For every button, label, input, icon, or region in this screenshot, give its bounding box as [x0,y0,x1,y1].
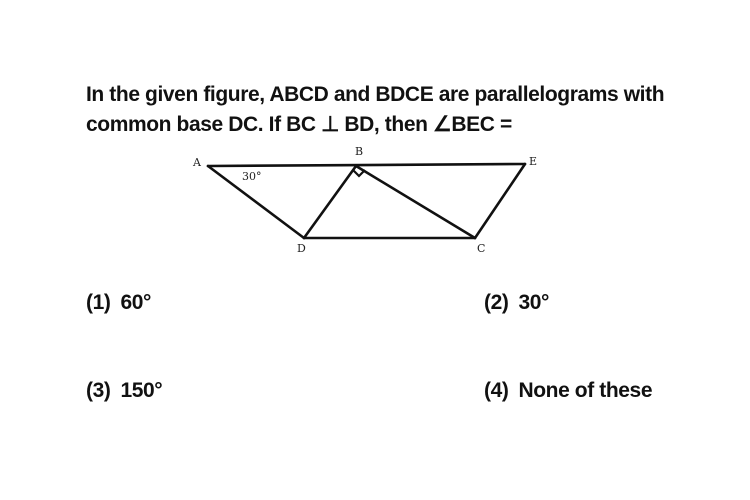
option-1-number: (1) [86,291,111,314]
option-4-text: None of these [518,379,653,402]
right-angle-marker [353,170,365,176]
question-line-2: common base DC. If BC ⊥ BD, then ∠BEC = [86,113,512,136]
option-4-number: (4) [484,379,509,402]
option-1[interactable] [86,291,151,315]
vertex-label-e: E [529,155,538,168]
angle-label: 30° [242,170,262,183]
question-line-1: In the given figure, ABCD and BDCE are parallelograms with [86,83,665,106]
segment-bd [304,166,356,238]
option-2[interactable] [484,291,549,315]
option-2-number: (2) [484,291,509,314]
segment-ec [475,164,525,238]
vertex-label-d: D [297,242,306,255]
segment-bc [356,166,475,238]
vertex-label-a: A [193,156,201,169]
option-3-text: 150° [120,379,163,402]
vertex-label-b: B [355,145,364,158]
segment-ae [208,164,525,166]
option-3-number: (3) [86,379,111,402]
option-1-text: 60° [120,291,152,314]
vertex-label-c: C [477,242,486,255]
option-4[interactable] [484,379,652,403]
option-3[interactable] [86,379,162,403]
option-2-text: 30° [518,291,550,314]
